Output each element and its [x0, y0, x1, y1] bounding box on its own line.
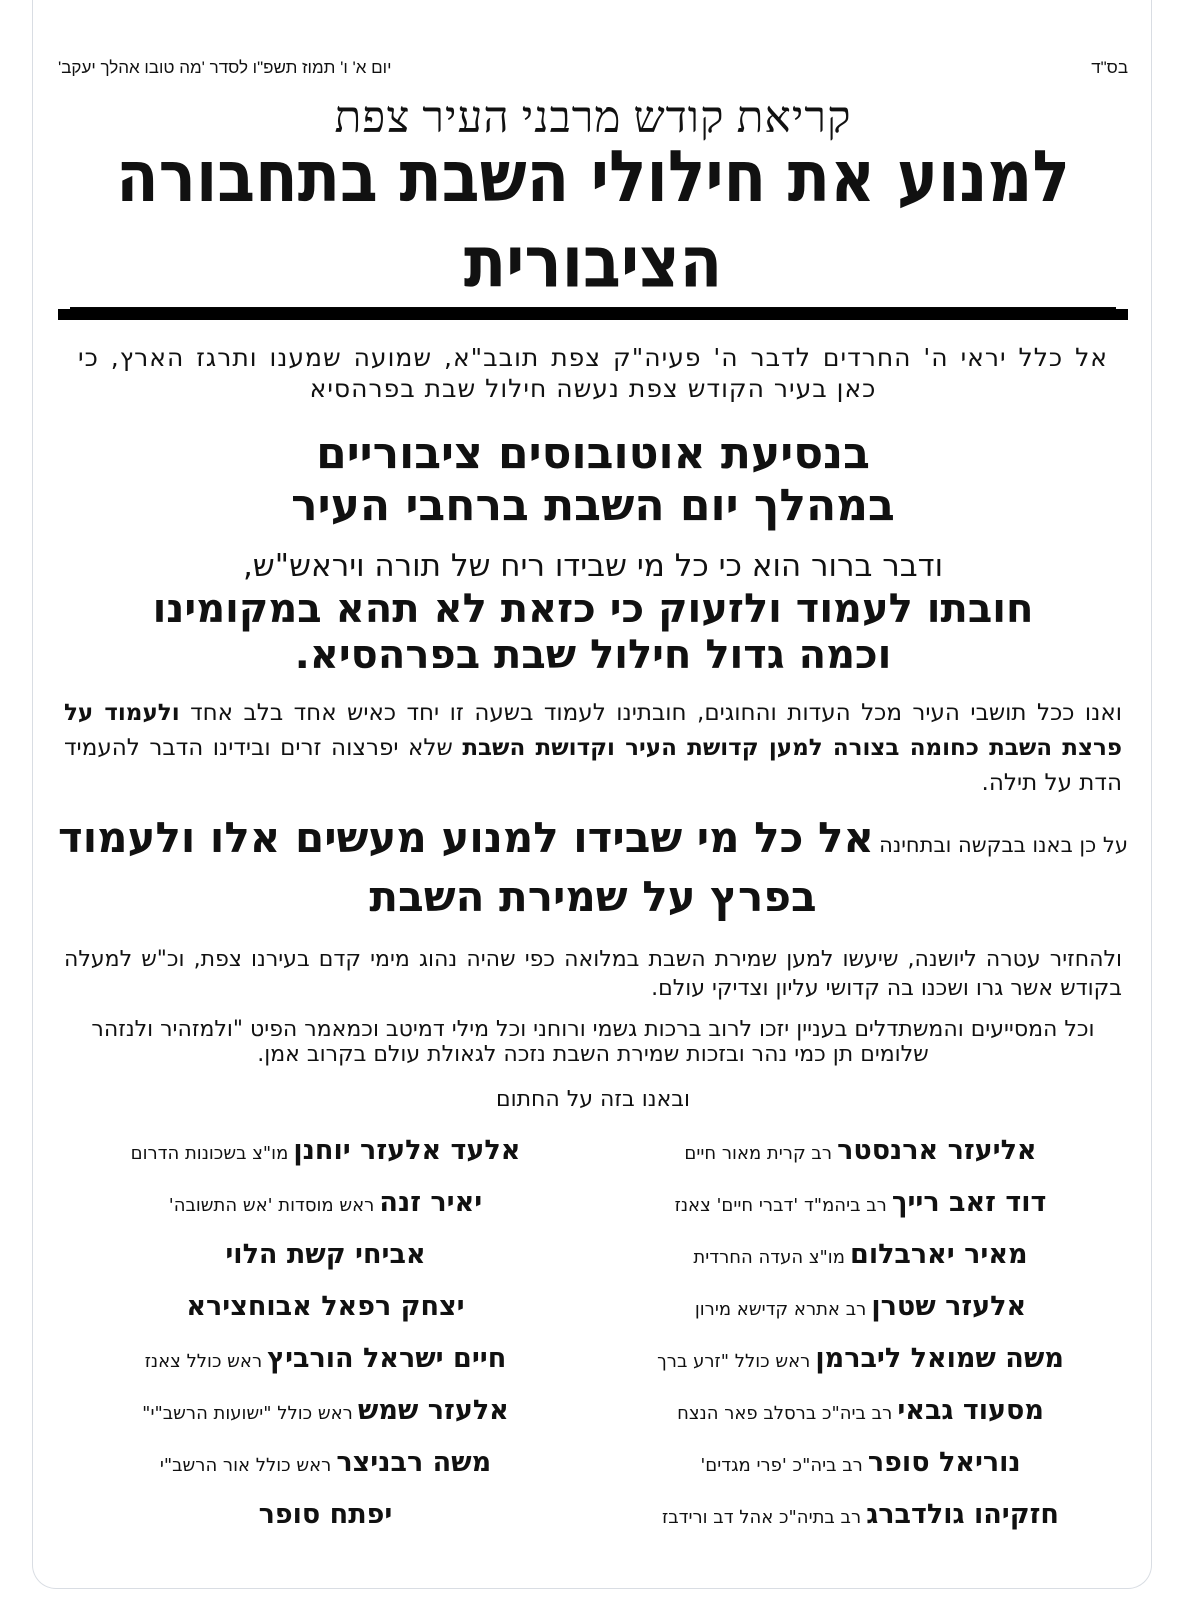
subtitle: קריאת קודש מרבני העיר צפת: [334, 93, 852, 142]
headline-line-2: במהלך יום השבת ברחבי העיר: [291, 480, 895, 531]
signatory: [58, 1334, 593, 1384]
proclamation: [58, 58, 1128, 1540]
call-to-action: [58, 813, 1128, 931]
signatory: [58, 1126, 593, 1176]
residents-text-1: ואנו ככל תושבי העיר מכל העדות והחוגים, חובתינו לעמוד בשעה זו יחד כאיש אחד בלב אחד: [190, 700, 1122, 726]
signatory: [58, 1178, 593, 1228]
signatory: [593, 1386, 1128, 1436]
headline-line-1: בנסיעת אוטובוסים ציבוריים: [316, 428, 870, 479]
signatory-role: רב קרית מאור חיים: [684, 1143, 833, 1164]
residents-bold: ולעמוד על פרצת השבת כחומה בצורה למען קדושת העיר וקדושת השבת: [64, 700, 1123, 761]
signatory-role: ראש כולל אור הרשב"י: [159, 1455, 332, 1476]
signatory: [58, 1490, 593, 1540]
signatory-name: מאיר יארבלום: [850, 1239, 1028, 1270]
signatory-name: אלעזר שמש: [357, 1395, 509, 1426]
signatory-role: ראש כולל "ישועות הרשב"י": [142, 1403, 353, 1424]
signatory-role: רב אתרא קדישא מירון: [694, 1299, 867, 1320]
signatory-role: ראש כולל "זרע ברך: [657, 1351, 811, 1372]
signatory: [58, 1386, 593, 1436]
main-title: למנוע את חילולי השבת בתחבורה הציבורית: [70, 135, 1116, 311]
signatory-name: אליעזר ארנסטר: [837, 1135, 1037, 1166]
duty-line-1: חובתו לעמוד ולזעוק כי כזאת לא תהא במקומינו: [152, 586, 1034, 632]
duty-statement: [58, 586, 1128, 678]
signatory: [593, 1334, 1128, 1384]
signatory-name: יפתח סופר: [258, 1499, 393, 1530]
intro-paragraph: אל כלל יראי ה' החרדים לדבר ה' פעיה"ק צפת תובב"א, שמועה שמענו ותרגז הארץ, כי כאן בעיר הקודש צפת נעשה חילול שבת בפרהסיא: [78, 343, 1108, 403]
signatory: [58, 1282, 593, 1332]
signatory: [58, 1230, 593, 1280]
besiyata-dishmaya: בס"ד: [1091, 58, 1128, 77]
residents-text-2: שלא יפרצוה זרים ובידינו הדבר להעמיד הדת על תילה.: [64, 735, 1122, 796]
signatory: [593, 1282, 1128, 1332]
signatory-name: יצחק רפאל אבוחצירא: [186, 1291, 465, 1322]
call-prefix: על כן באנו בבקשה ובתחינה: [879, 833, 1128, 857]
restore-paragraph: ולהחזיר עטרה ליושנה, שיעשו למען שמירת השבת במלואה כפי שהיה נהוג מימי קדם בעירנו צפת, וכ"ש למעלה בקודש אשר גרו ושכנו בה קדושי עליון וצדיקי עולם.: [64, 947, 1122, 1001]
signatory: [593, 1490, 1128, 1540]
signatory-name: משה רבניצר: [336, 1447, 492, 1478]
signatory-role: רב ביה"כ ברסלב פאר הנצח: [677, 1403, 893, 1424]
signatory-name: אלעד אלעזר יוחנן: [293, 1135, 521, 1166]
top-line: [58, 58, 1128, 82]
signatory-name: מסעוד גבאי: [897, 1395, 1044, 1426]
signoff: ובאנו בזה על החתום: [496, 1087, 690, 1112]
signatory: [593, 1178, 1128, 1228]
residents-paragraph: [58, 696, 1128, 801]
signatories: [58, 1126, 1128, 1540]
signatory-name: נוריאל סופר: [867, 1447, 1021, 1478]
signatory-name: משה שמואל ליברמן: [815, 1343, 1064, 1374]
signatory-role: רב בתיה"כ אהל דב ורידבז: [662, 1507, 862, 1528]
clear-statement: ודבר ברור הוא כי כל מי שבידו ריח של תורה ויראש"ש,: [242, 548, 944, 584]
headline: [58, 428, 1128, 532]
signatory-role: רב ביה"כ 'פרי מגדים': [700, 1455, 863, 1476]
signatory: [593, 1438, 1128, 1488]
signatory-name: אביחי קשת הלוי: [225, 1239, 426, 1270]
signatory-name: יאיר זנה: [379, 1187, 483, 1218]
signatory: [593, 1126, 1128, 1176]
signatory-role: מו"צ בשכונות הדרום: [130, 1143, 289, 1164]
signatory-name: חיים ישראל הורביץ: [267, 1343, 507, 1374]
signatory-name: אלעזר שטרן: [871, 1291, 1027, 1322]
signatory-role: ראש כולל צאנז: [144, 1351, 263, 1372]
signatory-role: רב ביהמ"ד 'דברי חיים' צאנז: [674, 1195, 887, 1216]
signatory-role: ראש מוסדות 'אש התשובה': [168, 1195, 375, 1216]
signatory-role: מו"צ העדה החרדית: [693, 1247, 845, 1268]
title-rule: [58, 309, 1128, 320]
call-bold: אל כל מי שבידו למנוע מעשים אלו ולעמוד בפרץ על שמירת השבת: [58, 813, 874, 921]
blessing-paragraph: וכל המסייעים והמשתדלים בעניין יזכו לרוב ברכות גשמי ורוחני וכל מילי דמיטב וכמאמר הפיט "ולמזהיר ולנזהר שלומים תן כמי נהר ובזכות שמירת השבת נזכה לגאולת עולם בקרוב אמן.: [91, 1017, 1095, 1067]
duty-line-2: וכמה גדול חילול שבת בפרהסיא.: [294, 632, 892, 678]
signatory: [58, 1438, 593, 1488]
signatory: [593, 1230, 1128, 1280]
signatory-name: דוד זאב רייך: [891, 1187, 1047, 1218]
signatory-name: חזקיהו גולדברג: [866, 1499, 1059, 1530]
date-line: יום א' ו' תמוז תשפ"ו לסדר 'מה טובו אהלך יעקב': [58, 58, 392, 77]
